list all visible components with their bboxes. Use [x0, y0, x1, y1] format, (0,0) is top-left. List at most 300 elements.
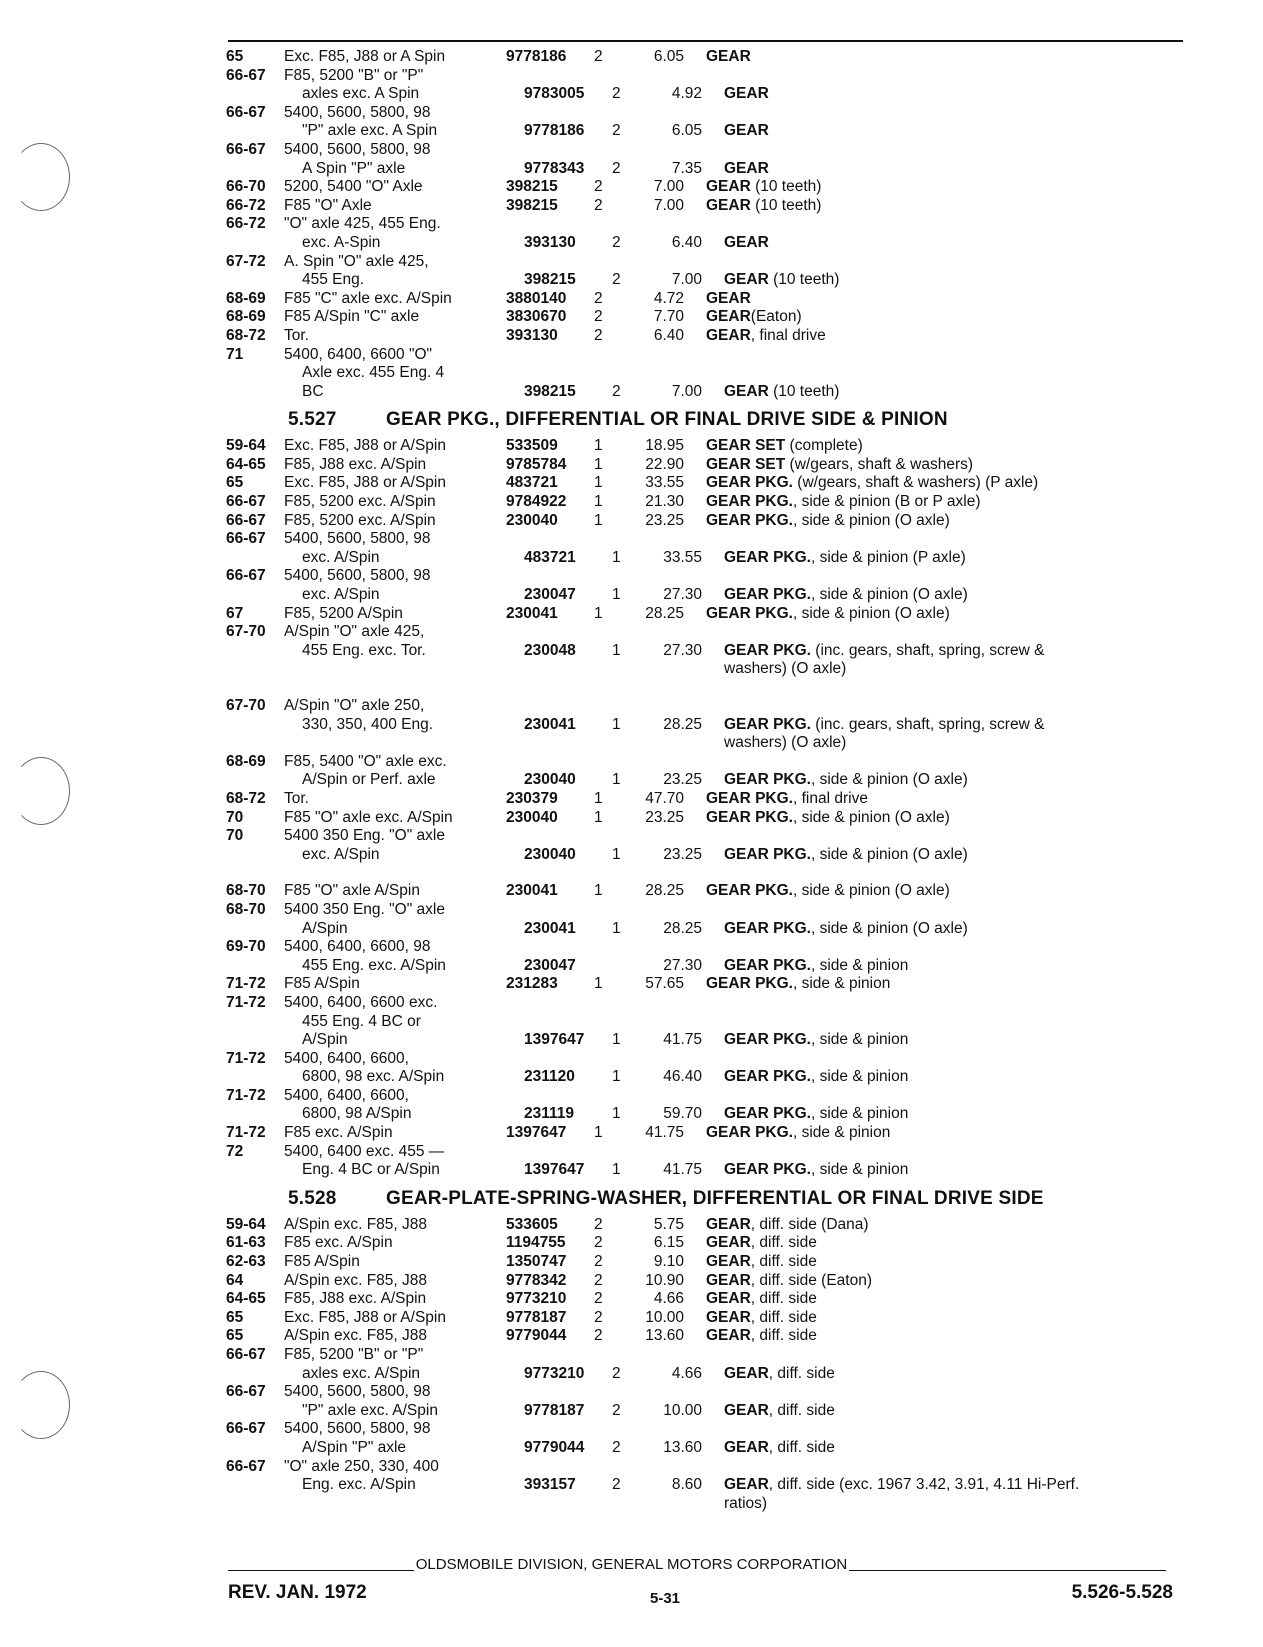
model-years [226, 122, 284, 141]
application: 455 Eng. exc. A/Spin [302, 956, 446, 974]
description-name: GEAR PKG. [724, 548, 811, 566]
description [706, 1124, 1186, 1143]
description [706, 623, 1186, 642]
table-row [226, 1420, 1186, 1439]
description-name: GEAR SET [706, 455, 786, 473]
description [706, 1458, 1186, 1477]
part-number: 1397647 [506, 1124, 567, 1142]
description-detail: , side & pinion (O axle) [792, 604, 950, 622]
table-row [226, 197, 1186, 216]
model-years: 66-67 [226, 1457, 266, 1475]
table-row [226, 1346, 1186, 1365]
price: 27.30 [663, 641, 702, 659]
price [628, 1383, 706, 1402]
description-detail: , diff. side [750, 1308, 817, 1326]
part-number: 9773210 [506, 1290, 567, 1308]
description [706, 1327, 1186, 1346]
quantity [586, 104, 628, 123]
application: A Spin "P" axle [302, 159, 406, 177]
description-detail: , side & pinion [792, 975, 891, 993]
quantity [604, 957, 646, 976]
application: 5400, 6400, 6600, [284, 1049, 409, 1067]
quantity: 1 [594, 882, 603, 900]
price [628, 215, 706, 234]
part-number: 393130 [524, 233, 576, 251]
price [628, 530, 706, 549]
description [724, 1031, 1186, 1050]
table-row [226, 85, 1186, 104]
description-detail: , diff. side [750, 1234, 817, 1252]
table-row [226, 1216, 1186, 1235]
description-name: GEAR [706, 196, 751, 214]
price: 23.25 [645, 808, 684, 826]
model-years: 66-67 [226, 103, 266, 121]
table-row [226, 1143, 1186, 1162]
part-number: 9773210 [524, 1364, 585, 1382]
application: F85 "C" axle exc. A/Spin [284, 289, 452, 307]
table-row [226, 1050, 1186, 1069]
description-name: GEAR SET [706, 437, 786, 455]
table-row [226, 456, 1186, 475]
section-title: GEAR PKG., DIFFERENTIAL OR FINAL DRIVE SIDE & PINION [386, 409, 948, 431]
description [706, 512, 1186, 531]
table-row [226, 716, 1186, 735]
model-years [226, 734, 284, 753]
section-number: 5.528 [288, 1187, 337, 1209]
description [724, 122, 1186, 141]
part-number [506, 1143, 586, 1162]
description [706, 290, 1186, 309]
quantity: 1 [594, 604, 603, 622]
model-years: 66-67 [226, 1346, 266, 1363]
description-name: GEAR [724, 233, 769, 251]
application: 5400 350 Eng. "O" axle [284, 827, 445, 845]
part-number [506, 346, 586, 365]
price: 7.00 [653, 178, 684, 196]
price: 6.40 [671, 233, 702, 251]
part-number: 230041 [524, 919, 576, 937]
application: A/Spin "O" axle 250, [284, 697, 425, 714]
description-name: GEAR [706, 326, 751, 344]
quantity [586, 1050, 628, 1069]
application: "P" axle exc. A Spin [302, 122, 438, 140]
description-name: GEAR [706, 308, 751, 326]
description [706, 327, 1186, 346]
quantity [586, 141, 628, 160]
description [706, 1420, 1186, 1439]
quantity: 2 [594, 1234, 603, 1252]
application: 455 Eng. 4 BC or [302, 1012, 421, 1030]
description [706, 697, 1186, 716]
application [284, 1495, 524, 1514]
model-years: 59-64 [226, 1215, 266, 1233]
price: 13.60 [645, 1327, 684, 1345]
application: F85 exc. A/Spin [284, 1124, 393, 1142]
description-detail: (Eaton) [750, 308, 802, 326]
table-row [226, 1124, 1186, 1143]
part-number: 9778342 [506, 1271, 567, 1289]
table-row [226, 975, 1186, 994]
part-number [506, 67, 586, 86]
description [724, 1105, 1186, 1124]
description-name: GEAR PKG. [724, 715, 811, 733]
description [706, 1383, 1186, 1402]
part-number: 398215 [524, 271, 576, 289]
quantity: 1 [612, 771, 621, 789]
quantity [586, 1383, 628, 1402]
table-row [226, 178, 1186, 197]
part-number: 230047 [524, 586, 576, 604]
model-years [226, 1031, 284, 1050]
part-number: 533509 [506, 437, 558, 455]
description [724, 660, 1186, 679]
model-years [226, 1013, 284, 1032]
part-number [506, 1420, 586, 1439]
table-row [226, 1253, 1186, 1272]
application: 6800, 98 A/Spin [302, 1105, 412, 1123]
model-years: 66-67 [226, 66, 266, 84]
model-years [226, 1161, 284, 1180]
price: 10.90 [645, 1271, 684, 1289]
description-name: GEAR [724, 1438, 769, 1456]
application: axles exc. A/Spin [302, 1364, 421, 1382]
price [628, 901, 706, 920]
description-name: GEAR PKG. [706, 789, 793, 807]
application: Eng. exc. A/Spin [302, 1476, 416, 1494]
description [724, 1495, 1186, 1514]
description-name: GEAR [706, 178, 751, 196]
description-detail: , side & pinion [810, 956, 909, 974]
price [628, 753, 706, 772]
application: 5400 350 Eng. "O" axle [284, 900, 445, 918]
table-row [226, 160, 1186, 179]
description-name: GEAR PKG. [724, 1031, 811, 1049]
application: exc. A/Spin [302, 845, 380, 863]
description-name: GEAR [706, 1290, 751, 1308]
model-years: 62-63 [226, 1253, 266, 1271]
table-row [226, 586, 1186, 605]
description-detail: , diff. side (exc. 1967 3.42, 3.91, 4.11 Hi-Perf. [768, 1476, 1080, 1494]
model-years: 71-72 [226, 993, 266, 1011]
punch-hole [12, 1371, 70, 1439]
part-number: 3830670 [506, 308, 567, 326]
description [706, 253, 1186, 272]
price [628, 994, 706, 1013]
table-row [226, 753, 1186, 772]
part-number: 230047 [524, 956, 576, 974]
description-name: GEAR [724, 1401, 769, 1419]
table-row [226, 271, 1186, 290]
application: A/Spin [302, 919, 348, 937]
description [706, 48, 1186, 67]
table-row [226, 48, 1186, 67]
model-years: 68-72 [226, 789, 266, 807]
section-heading [288, 1188, 1186, 1210]
application: F85 "O" axle A/Spin [284, 882, 420, 900]
description-detail: , side & pinion [810, 1068, 909, 1086]
table-row [226, 1383, 1186, 1402]
model-years [226, 1365, 284, 1384]
description [724, 1161, 1186, 1180]
description [706, 1087, 1186, 1106]
description-detail: , diff. side [768, 1364, 835, 1382]
table-row [226, 512, 1186, 531]
description [706, 530, 1186, 549]
description-detail: , side & pinion (O axle) [810, 919, 968, 937]
part-number: 9778187 [524, 1401, 585, 1419]
table-row [226, 67, 1186, 86]
price [646, 1013, 724, 1032]
description-name: GEAR PKG. [724, 1161, 811, 1179]
description [706, 605, 1186, 624]
part-number: 9779044 [506, 1327, 567, 1345]
description-detail: , side & pinion [810, 1105, 909, 1123]
part-number: 230379 [506, 789, 558, 807]
price: 4.66 [671, 1364, 702, 1382]
application: "O" axle 250, 330, 400 [284, 1457, 439, 1475]
description-detail: , diff. side (Dana) [750, 1215, 869, 1233]
application: F85, 5200 "B" or "P" [284, 1346, 424, 1363]
description-detail: (10 teeth) [750, 196, 822, 214]
price: 22.90 [645, 455, 684, 473]
part-number: 3880140 [506, 289, 567, 307]
description-name: GEAR [706, 1327, 751, 1345]
model-years [226, 586, 284, 605]
table-row [226, 1290, 1186, 1309]
price: 4.92 [671, 85, 702, 103]
application: 5400, 5600, 5800, 98 [284, 1420, 431, 1438]
description [706, 1346, 1186, 1365]
table-row [226, 493, 1186, 512]
price: 33.55 [645, 474, 684, 492]
price [628, 141, 706, 160]
part-number: 230040 [524, 771, 576, 789]
description-name: GEAR PKG. [724, 845, 811, 863]
quantity [604, 1495, 646, 1514]
price: 10.00 [663, 1401, 702, 1419]
footer-division: OLDSMOBILE DIVISION, GENERAL MOTORS CORPORATION [415, 1556, 848, 1573]
model-years [226, 234, 284, 253]
application: F85 A/Spin [284, 1253, 360, 1271]
part-number: 9778186 [506, 48, 567, 65]
description [706, 1253, 1186, 1272]
description-detail: , side & pinion [792, 1124, 891, 1142]
model-years: 68-72 [226, 326, 266, 344]
table-row [226, 290, 1186, 309]
price [628, 938, 706, 957]
table-row [226, 771, 1186, 790]
part-number: 398215 [506, 178, 558, 196]
section-title: GEAR-PLATE-SPRING-WASHER, DIFFERENTIAL OR FINAL DRIVE SIDE [386, 1187, 1044, 1209]
part-number: 1397647 [524, 1161, 585, 1179]
model-years [226, 920, 284, 939]
part-number: 230041 [524, 715, 576, 733]
description-detail: ratios) [724, 1494, 768, 1512]
quantity: 2 [594, 326, 603, 344]
quantity: 1 [594, 975, 603, 993]
price: 6.15 [653, 1234, 684, 1252]
part-number: 9784922 [506, 493, 567, 511]
application: 5400, 6400, 6600 "O" [284, 345, 433, 363]
table-row [226, 697, 1186, 716]
description [724, 1476, 1186, 1495]
application: F85, 5200 "B" or "P" [284, 66, 424, 84]
description-detail: (10 teeth) [768, 271, 840, 289]
description-detail: (inc. gears, shaft, spring, screw & [810, 715, 1045, 733]
description-detail: , final drive [750, 326, 826, 344]
table-row [226, 327, 1186, 346]
quantity [604, 734, 646, 753]
table-row [226, 957, 1186, 976]
quantity: 1 [594, 511, 603, 529]
punch-hole [12, 143, 70, 211]
description [724, 734, 1186, 753]
model-years [226, 716, 284, 735]
description [724, 160, 1186, 179]
quantity: 1 [594, 808, 603, 826]
table-row [226, 901, 1186, 920]
part-number [506, 567, 586, 586]
quantity [586, 623, 628, 642]
table-row [226, 234, 1186, 253]
description-name: GEAR [706, 48, 751, 65]
table-row [226, 1365, 1186, 1384]
quantity [586, 215, 628, 234]
price [628, 1143, 706, 1162]
page-number: 5-31 [650, 1590, 681, 1607]
description [706, 1216, 1186, 1235]
description-name: GEAR PKG. [724, 919, 811, 937]
application: "P" axle exc. A/Spin [302, 1401, 438, 1419]
part-number [506, 1383, 586, 1402]
table-row [226, 1031, 1186, 1050]
description-name: GEAR [724, 1476, 769, 1494]
table-row [226, 474, 1186, 493]
application: axles exc. A Spin [302, 85, 420, 103]
model-years [226, 642, 284, 661]
quantity: 1 [612, 845, 621, 863]
part-number [506, 994, 586, 1013]
model-years: 64-65 [226, 1290, 266, 1308]
table-row [226, 1087, 1186, 1106]
part-number: 398215 [524, 382, 576, 400]
table-row [226, 567, 1186, 586]
description [724, 1439, 1186, 1458]
description-name: GEAR [706, 1234, 751, 1252]
description-detail: , diff. side [768, 1438, 835, 1456]
part-number [524, 1495, 604, 1514]
table-row [226, 1068, 1186, 1087]
part-number [506, 901, 586, 920]
quantity: 2 [594, 1308, 603, 1326]
part-number: 1194755 [506, 1234, 566, 1252]
price: 27.30 [663, 956, 702, 974]
application: A/Spin "O" axle 425, [284, 623, 425, 641]
application: A/Spin [302, 1031, 348, 1049]
quantity: 2 [594, 1290, 603, 1308]
description-detail: , diff. side [750, 1253, 817, 1271]
quantity: 1 [612, 715, 621, 733]
quantity: 1 [612, 1068, 621, 1086]
model-years: 59-64 [226, 437, 266, 455]
quantity: 2 [594, 1253, 603, 1271]
part-number: 9785784 [506, 455, 567, 473]
application: 5400, 6400, 6600 exc. [284, 993, 438, 1011]
application: BC [302, 382, 324, 400]
description-detail: , side & pinion (P axle) [810, 548, 966, 566]
quantity: 2 [612, 1476, 621, 1494]
price [628, 1458, 706, 1477]
price: 13.60 [663, 1438, 702, 1456]
price: 7.00 [671, 382, 702, 400]
application: F85, 5200 exc. A/Spin [284, 493, 436, 511]
model-years [226, 1476, 284, 1495]
model-years [226, 85, 284, 104]
price: 23.25 [663, 845, 702, 863]
description [706, 938, 1186, 957]
application: F85, J88 exc. A/Spin [284, 1290, 427, 1308]
description [706, 994, 1186, 1013]
description [706, 1290, 1186, 1309]
quantity [604, 364, 646, 383]
description [724, 920, 1186, 939]
application: F85, 5200 exc. A/Spin [284, 511, 436, 529]
table-row [226, 660, 1186, 679]
description [724, 771, 1186, 790]
application: 5400, 6400, 6600, 98 [284, 938, 431, 956]
description-name: GEAR PKG. [706, 882, 793, 900]
description-name: GEAR [724, 1364, 769, 1382]
application: F85 exc. A/Spin [284, 1234, 393, 1252]
application: 5400, 5600, 5800, 98 [284, 567, 431, 585]
description [706, 308, 1186, 327]
part-number: 398215 [506, 196, 558, 214]
model-years [226, 1402, 284, 1421]
quantity [586, 67, 628, 86]
application: exc. A-Spin [302, 233, 381, 251]
application: F85 A/Spin [284, 975, 360, 993]
model-years: 70 [226, 827, 244, 845]
table-row [226, 549, 1186, 568]
part-number [524, 660, 604, 679]
parts-list [226, 48, 1186, 1513]
part-number: 9778343 [524, 159, 585, 177]
description [706, 1272, 1186, 1291]
quantity: 2 [612, 271, 621, 289]
description [724, 234, 1186, 253]
model-years: 66-67 [226, 1420, 266, 1438]
price [628, 1346, 706, 1365]
quantity: 2 [594, 48, 603, 65]
description-name: GEAR PKG. [706, 493, 793, 511]
description [706, 975, 1186, 994]
part-number: 533605 [506, 1215, 558, 1233]
description [706, 1309, 1186, 1328]
description-name: GEAR PKG. [706, 808, 793, 826]
price [628, 1087, 706, 1106]
model-years: 68-70 [226, 900, 266, 918]
description-name: GEAR [724, 122, 769, 140]
price: 8.60 [671, 1476, 702, 1494]
description-name: GEAR PKG. [706, 474, 793, 492]
quantity: 1 [612, 548, 621, 566]
price [628, 104, 706, 123]
part-number [506, 938, 586, 957]
quantity [586, 530, 628, 549]
revision-date: REV. JAN. 1972 [228, 1582, 367, 1603]
model-years [226, 364, 284, 383]
description [706, 790, 1186, 809]
